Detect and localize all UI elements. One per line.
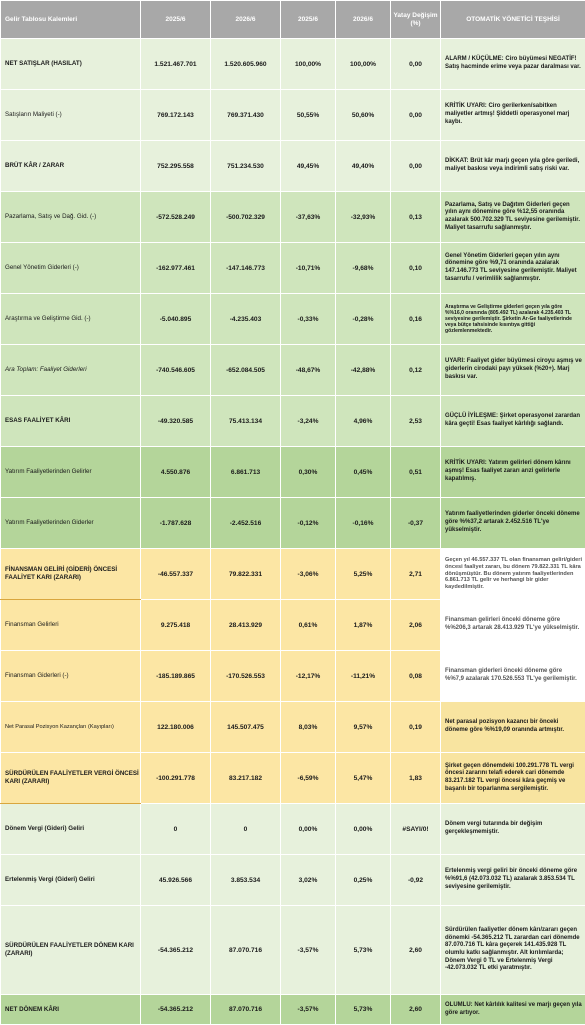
share-2025[interactable]: -48,67%	[281, 345, 336, 396]
table-row	[1, 995, 585, 1025]
share-2025[interactable]: 0,61%	[281, 600, 336, 651]
share-2026[interactable]: 5,47%	[336, 753, 391, 804]
value-2026[interactable]: -500.702.329	[211, 192, 281, 243]
horizontal-change[interactable]: 0,51	[391, 447, 441, 498]
row-label[interactable]: Yatırım Faaliyetlerinden Gelirler	[1, 447, 141, 498]
share-2026[interactable]: 50,60%	[336, 90, 391, 141]
header-col4[interactable]: 2026/6	[336, 1, 391, 39]
share-2026[interactable]: -11,21%	[336, 651, 391, 702]
value-2026[interactable]: 87.070.716	[211, 906, 281, 995]
value-2025[interactable]: -5.040.895	[141, 294, 211, 345]
table-row	[1, 345, 585, 396]
value-2025[interactable]: -54.365.212	[141, 906, 211, 995]
header-row	[1, 1, 585, 39]
share-2026[interactable]: 0,25%	[336, 855, 391, 906]
diagnosis-note[interactable]: Araştırma ve Geliştirme giderleri geçen yıla göre %%16,0 oranında (805.492 TL) azalarak 4.235.403 TL seviyesine gerilemiştir. Şirketin Ar-Ge faaliyetlerinde veya bütçe tahsisinde kısıntıya gittiği gözlemlenmektedir.	[441, 294, 585, 345]
value-2025[interactable]: 0	[141, 804, 211, 855]
share-2026[interactable]: 0,00%	[336, 804, 391, 855]
share-2025[interactable]: -10,71%	[281, 243, 336, 294]
horizontal-change[interactable]: 0,00	[391, 39, 441, 90]
horizontal-change[interactable]: 0,19	[391, 702, 441, 753]
value-2025[interactable]: -1.787.628	[141, 498, 211, 549]
value-2026[interactable]: 1.520.605.960	[211, 39, 281, 90]
table-row	[1, 855, 585, 906]
diagnosis-note[interactable]: Ertelenmiş vergi geliri bir önceki döneme göre %%91,6 (42.073.032 TL) azalarak 3.853.534 TL seviyesine gerilemiştir.	[441, 855, 585, 906]
share-2026[interactable]: 5,73%	[336, 906, 391, 995]
share-2026[interactable]: 0,45%	[336, 447, 391, 498]
share-2025[interactable]: 50,55%	[281, 90, 336, 141]
share-2026[interactable]: 5,73%	[336, 995, 391, 1025]
table-row	[1, 651, 585, 702]
diagnosis-note[interactable]: Pazarlama, Satış ve Dağıtım Giderleri geçen yılın aynı dönemine göre %12,55 oranında azalarak 500.702.329 TL seviyesine gerilemiştir. Maliyet tasarrufu sağlanmıştır.	[441, 192, 585, 243]
value-2026[interactable]: 79.822.331	[211, 549, 281, 600]
diagnosis-note[interactable]: KRİTİK UYARI: Ciro gerilerken/sabitken maliyetler artmış! Şiddetli operasyonel marj kaybı.	[441, 90, 585, 141]
row-label[interactable]: Finansman Gelirleri	[1, 600, 141, 651]
row-label[interactable]: Pazarlama, Satış ve Dağ. Gid. (-)	[1, 192, 141, 243]
diagnosis-note[interactable]: Sürdürülen faaliyetler dönem kârı/zararı geçen dönemki -54.365.212 TL zarardan cari dönemde 87.070.716 TL kâra geçerek 141.435.928 TL olumlu katkı sağlanmıştır. Alt kırılımlarda; Dönem Vergi 0 TL ve Ertelenmiş Vergi -42.073.032 TL etki yaratmıştır.	[441, 906, 585, 995]
diagnosis-note[interactable]: OLUMLU: Net kârlılık kalitesi ve marjı geçen yıla göre artıyor.	[441, 995, 585, 1025]
value-2026[interactable]: 769.371.430	[211, 90, 281, 141]
horizontal-change[interactable]: 0,13	[391, 192, 441, 243]
value-2025[interactable]: 45.926.566	[141, 855, 211, 906]
value-2026[interactable]: 83.217.182	[211, 753, 281, 804]
diagnosis-note[interactable]: UYARI: Faaliyet gider büyümesi ciroyu aşmış ve giderlerin cirodaki payı yüksek (%20+). Marj baskısı var.	[441, 345, 585, 396]
diagnosis-note[interactable]: Dönem vergi tutarında bir değişim gerçekleşmemiştir.	[441, 804, 585, 855]
horizontal-change[interactable]: 0,10	[391, 243, 441, 294]
value-2026[interactable]: 145.507.475	[211, 702, 281, 753]
share-2026[interactable]: -0,28%	[336, 294, 391, 345]
value-2025[interactable]: -49.320.585	[141, 396, 211, 447]
value-2025[interactable]: 4.550.876	[141, 447, 211, 498]
value-2025[interactable]: -100.291.778	[141, 753, 211, 804]
share-2026[interactable]: 5,25%	[336, 549, 391, 600]
row-label[interactable]: SÜRDÜRÜLEN FAALİYETLER DÖNEM KARI (ZARARI)	[1, 906, 141, 995]
value-2026[interactable]: -170.526.553	[211, 651, 281, 702]
value-2026[interactable]: -147.146.773	[211, 243, 281, 294]
share-2026[interactable]: -0,16%	[336, 498, 391, 549]
header-col5[interactable]: Yatay Değişim (%)	[391, 1, 441, 39]
horizontal-change[interactable]: -0,92	[391, 855, 441, 906]
horizontal-change[interactable]: 0,00	[391, 90, 441, 141]
horizontal-change[interactable]: 0,00	[391, 141, 441, 192]
value-2026[interactable]: 28.413.929	[211, 600, 281, 651]
value-2026[interactable]: 0	[211, 804, 281, 855]
table-row	[1, 90, 585, 141]
table-row	[1, 804, 585, 855]
value-2025[interactable]: -185.189.865	[141, 651, 211, 702]
table-row	[1, 549, 585, 600]
share-2025[interactable]: 0,00%	[281, 804, 336, 855]
diagnosis-note[interactable]: ALARM / KÜÇÜLME: Ciro büyümesi NEGATİF! Satış hacminde erime veya pazar daralması var.	[441, 39, 585, 90]
share-2025[interactable]: -37,63%	[281, 192, 336, 243]
diagnosis-note[interactable]: DİKKAT: Brüt kâr marjı geçen yıla göre geriledi, maliyet baskısı veya indirimli satış riski var.	[441, 141, 585, 192]
value-2025[interactable]: -162.977.461	[141, 243, 211, 294]
share-2026[interactable]: -42,88%	[336, 345, 391, 396]
table-row	[1, 600, 585, 651]
value-2026[interactable]: -4.235.403	[211, 294, 281, 345]
horizontal-change[interactable]: 0,12	[391, 345, 441, 396]
diagnosis-note[interactable]: Yatırım faaliyetlerinden giderler önceki döneme göre %%37,2 artarak 2.452.516 TL'ye yükselmiştir.	[441, 498, 585, 549]
value-2026[interactable]: 6.861.713	[211, 447, 281, 498]
horizontal-change[interactable]: 2,60	[391, 995, 441, 1025]
value-2025[interactable]: 752.295.558	[141, 141, 211, 192]
value-2026[interactable]: -2.452.516	[211, 498, 281, 549]
horizontal-change[interactable]: 2,60	[391, 906, 441, 995]
diagnosis-note[interactable]: Net parasal pozisyon kazancı bir önceki döneme göre %%19,09 oranında artmıştır.	[441, 702, 585, 753]
horizontal-change[interactable]: 2,53	[391, 396, 441, 447]
diagnosis-note[interactable]: Genel Yönetim Giderleri geçen yılın aynı dönemine göre %9,71 oranında azalarak 147.146.773 TL seviyesine gerilemiştir. Maliyet tasarrufu / verimlilik sağlanmıştır.	[441, 243, 585, 294]
row-label[interactable]: SÜRDÜRÜLEN FAALİYETLER VERGİ ÖNCESİ KARI (ZARARI)	[1, 753, 141, 804]
row-label[interactable]: FİNANSMAN GELİRİ (GİDERİ) ÖNCESİ FAALİYET KARI (ZARARI)	[1, 549, 141, 600]
value-2026[interactable]: 751.234.530	[211, 141, 281, 192]
table-row	[1, 753, 585, 804]
diagnosis-note[interactable]: KRİTİK UYARI: Yatırım gelirleri dönem kârını aşmış! Esas faaliyet zararı arızi gelirlerle kapatılmış.	[441, 447, 585, 498]
share-2026[interactable]: -32,93%	[336, 192, 391, 243]
share-2025[interactable]: 3,02%	[281, 855, 336, 906]
diagnosis-note[interactable]: Geçen yıl 46.557.337 TL olan finansman geliri/gideri öncesi faaliyet zararı, bu dönem 79.822.331 TL kâra dönüşmüştür. Bu dönem yatırım faaliyetlerinden 6.861.713 TL gelir ve herhangi bir gider kaydedilmiştir.	[441, 549, 585, 600]
table-row	[1, 39, 585, 90]
diagnosis-note[interactable]: Finansman gelirleri önceki döneme göre %%206,3 artarak 28.413.929 TL'ye yükselmiştir.	[441, 600, 585, 651]
horizontal-change[interactable]: #SAYI/0!	[391, 804, 441, 855]
value-2025[interactable]: -572.528.249	[141, 192, 211, 243]
value-2025[interactable]: -54.365.212	[141, 995, 211, 1025]
share-2025[interactable]: 0,30%	[281, 447, 336, 498]
share-2025[interactable]: -0,33%	[281, 294, 336, 345]
table-row	[1, 396, 585, 447]
value-2025[interactable]: 769.172.143	[141, 90, 211, 141]
header-col1[interactable]: 2025/6	[141, 1, 211, 39]
share-2026[interactable]: 100,00%	[336, 39, 391, 90]
share-2025[interactable]: -3,06%	[281, 549, 336, 600]
table-row	[1, 702, 585, 753]
row-label[interactable]: ESAS FAALİYET KÂRI	[1, 396, 141, 447]
share-2025[interactable]: 8,03%	[281, 702, 336, 753]
share-2026[interactable]: -9,68%	[336, 243, 391, 294]
table-row	[1, 243, 585, 294]
horizontal-change[interactable]: 0,08	[391, 651, 441, 702]
table-row	[1, 192, 585, 243]
row-label[interactable]: Genel Yönetim Giderleri (-)	[1, 243, 141, 294]
value-2025[interactable]: -46.557.337	[141, 549, 211, 600]
value-2025[interactable]: 9.275.418	[141, 600, 211, 651]
value-2026[interactable]: 3.853.534	[211, 855, 281, 906]
row-label[interactable]: Araştırma ve Geliştirme Gid. (-)	[1, 294, 141, 345]
table-row	[1, 498, 585, 549]
row-label[interactable]: Yatırım Faaliyetlerinden Giderler	[1, 498, 141, 549]
horizontal-change[interactable]: 0,16	[391, 294, 441, 345]
header-col3[interactable]: 2025/6	[281, 1, 336, 39]
share-2026[interactable]: 49,40%	[336, 141, 391, 192]
row-label[interactable]: NET SATIŞLAR (HASILAT)	[1, 39, 141, 90]
table-row	[1, 294, 585, 345]
table-row	[1, 447, 585, 498]
share-2025[interactable]: -0,12%	[281, 498, 336, 549]
row-label[interactable]: BRÜT KÂR / ZARAR	[1, 141, 141, 192]
share-2025[interactable]: -12,17%	[281, 651, 336, 702]
row-label[interactable]: Dönem Vergi (Gideri) Geliri	[1, 804, 141, 855]
share-2025[interactable]: -3,57%	[281, 906, 336, 995]
share-2025[interactable]: 49,45%	[281, 141, 336, 192]
row-label[interactable]: NET DÖNEM KÂRI	[1, 995, 141, 1025]
horizontal-change[interactable]: 1,83	[391, 753, 441, 804]
value-2026[interactable]: 87.070.716	[211, 995, 281, 1025]
row-label[interactable]: Satışların Maliyeti (-)	[1, 90, 141, 141]
share-2026[interactable]: 4,96%	[336, 396, 391, 447]
header-item[interactable]: Gelir Tablosu Kalemleri	[1, 1, 141, 39]
value-2026[interactable]: -652.084.505	[211, 345, 281, 396]
share-2026[interactable]: 1,87%	[336, 600, 391, 651]
row-label[interactable]: Finansman Giderleri (-)	[1, 651, 141, 702]
diagnosis-note[interactable]: Finansman giderleri önceki döneme göre %%7,9 azalarak 170.526.553 TL'ye gerilemiştir.	[441, 651, 585, 702]
share-2025[interactable]: -3,24%	[281, 396, 336, 447]
table-row	[1, 141, 585, 192]
value-2025[interactable]: -740.546.605	[141, 345, 211, 396]
horizontal-change[interactable]: -0,37	[391, 498, 441, 549]
share-2025[interactable]: -6,59%	[281, 753, 336, 804]
share-2025[interactable]: 100,00%	[281, 39, 336, 90]
table-row	[1, 906, 585, 995]
diagnosis-note[interactable]: Şirket geçen dönemdeki 100.291.778 TL vergi öncesi zararını telafi ederek cari dönemde 83.217.182 TL vergi öncesi kâra geçmiş ve başarılı bir toparlanma sergilemiştir.	[441, 753, 585, 804]
share-2025[interactable]: -3,57%	[281, 995, 336, 1025]
horizontal-change[interactable]: 2,71	[391, 549, 441, 600]
value-2025[interactable]: 1.521.467.701	[141, 39, 211, 90]
row-label[interactable]: Ara Toplam: Faaliyet Giderleri	[1, 345, 141, 396]
row-label[interactable]: Net Parasal Pozisyon Kazançları (Kayıpları)	[1, 702, 141, 753]
horizontal-change[interactable]: 2,06	[391, 600, 441, 651]
header-col2[interactable]: 2026/6	[211, 1, 281, 39]
diagnosis-note[interactable]: GÜÇLÜ İYİLEŞME: Şirket operasyonel zarardan kâra geçti! Esas faaliyet kârlılığı sağlandı.	[441, 396, 585, 447]
header-col6[interactable]: OTOMATİK YÖNETİCİ TEŞHİSİ	[441, 1, 585, 39]
value-2025[interactable]: 122.180.006	[141, 702, 211, 753]
share-2026[interactable]: 9,57%	[336, 702, 391, 753]
value-2026[interactable]: 75.413.134	[211, 396, 281, 447]
row-label[interactable]: Ertelenmiş Vergi (Gideri) Geliri	[1, 855, 141, 906]
